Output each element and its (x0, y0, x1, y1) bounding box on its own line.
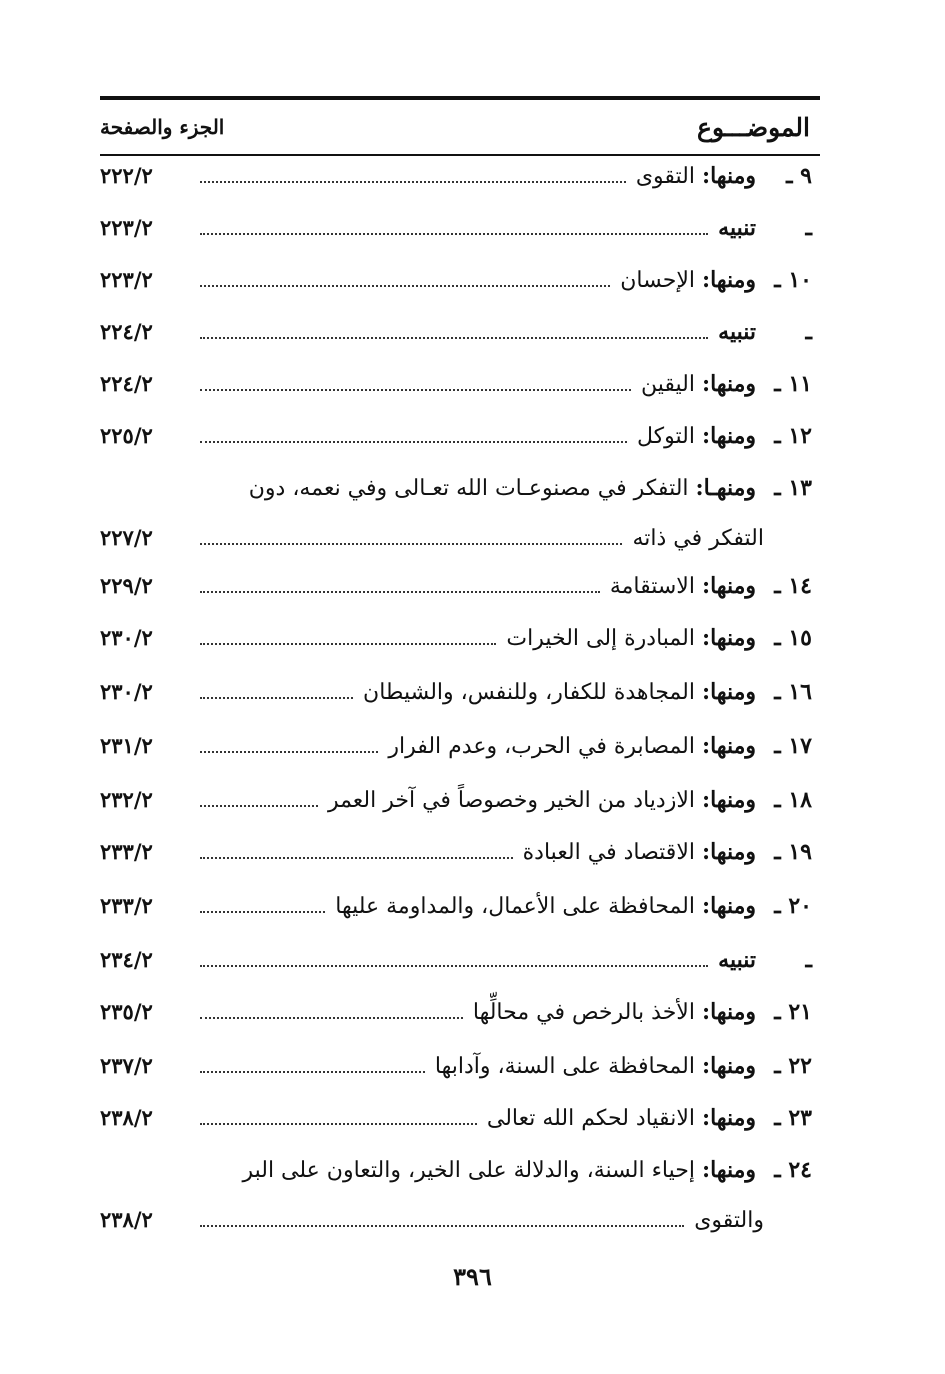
entry-title-text: الانقياد لحكم الله تعالى (486, 1106, 695, 1131)
entry-page: ٢٢٣/٢ (100, 267, 153, 292)
toc-entry-line (100, 832, 820, 872)
entry-lead: ومنها: (701, 1157, 756, 1183)
entry-page: ٢٣٥/٢ (100, 999, 153, 1024)
entry-title (620, 260, 756, 301)
entry-page: ٢٢٧/٢ (100, 525, 153, 550)
toc-entry[interactable] (100, 260, 820, 300)
entry-title-continued: التفكر في ذاته (632, 526, 764, 551)
entry-page: ٢٣٣/٢ (100, 839, 153, 864)
toc-entry-line (100, 618, 820, 658)
entry-title (636, 156, 756, 197)
toc-entry[interactable] (100, 780, 820, 820)
dot-leader (200, 1017, 463, 1019)
entry-number: ١٠ ـ (774, 267, 812, 293)
entry-lead: ومنها: (701, 999, 756, 1025)
toc-entry-line (100, 312, 820, 352)
toc-entry-line (100, 992, 820, 1032)
entry-title (242, 1158, 756, 1183)
entry-title-text: إحياء السنة، والدلالة على الخير، والتعاون على البر (242, 1158, 695, 1183)
toc-entry[interactable] (100, 1046, 820, 1086)
entry-page: ٢٢٤/٢ (100, 371, 153, 396)
entry-title (718, 312, 756, 353)
toc-entry[interactable] (100, 992, 820, 1032)
dot-leader (200, 643, 496, 645)
entry-title-text: المحافظة على السنة، وآدابها (434, 1054, 695, 1079)
entry-number: ٢٣ ـ (774, 1105, 812, 1131)
entry-page: ٢٣١/٢ (100, 733, 153, 758)
entry-number: ١٢ ـ (774, 423, 812, 449)
toc-entry[interactable] (100, 312, 820, 352)
toc-entry-line (100, 780, 820, 820)
entry-title (718, 940, 756, 981)
toc-entry-line (100, 260, 820, 300)
header-page: الجزء والصفحة (100, 115, 225, 139)
entry-title (523, 832, 756, 873)
entry-number: ١٦ ـ (774, 679, 812, 705)
toc-page (100, 96, 820, 1233)
entry-title-text: الاستقامة (609, 574, 695, 599)
entry-title-text: المبادرة إلى الخيرات (506, 626, 695, 651)
entry-title-text: المصابرة في الحرب، وعدم الفرار (388, 734, 695, 759)
entry-title (388, 726, 756, 767)
toc-entry[interactable] (100, 566, 820, 606)
toc-entry-line (100, 672, 820, 712)
toc-entry-line (100, 208, 820, 248)
dot-leader (200, 1225, 684, 1227)
toc-entry[interactable] (100, 886, 820, 926)
toc-entry-line (100, 886, 820, 926)
entry-lead: ومنها: (701, 787, 756, 813)
entry-title-text: الإحسان (620, 268, 695, 293)
entry-page: ٢٢٤/٢ (100, 319, 153, 344)
entry-title (335, 886, 756, 927)
toc-entry-line (100, 1200, 820, 1240)
entry-page: ٢٣٠/٢ (100, 625, 153, 650)
entry-title-text: التقوى (635, 164, 695, 189)
entry-lead: ومنها: (701, 371, 756, 397)
entry-lead: تنبيه (718, 947, 756, 973)
dot-leader (200, 181, 626, 183)
entry-title-text: التفكر في مصنوعـات الله تعـالى وفي نعمه، دون (248, 476, 689, 501)
toc-entry-line (100, 726, 820, 766)
toc-entry[interactable] (100, 940, 820, 980)
toc-entry-line (100, 518, 820, 558)
dot-leader (200, 285, 610, 287)
toc-entry[interactable] (100, 468, 820, 558)
entry-lead: ومنها: (701, 163, 756, 189)
entry-lead: ومنها: (701, 573, 756, 599)
entry-lead: ومنها: (701, 839, 756, 865)
entry-title (641, 364, 756, 405)
entry-number: ١٨ ـ (774, 787, 812, 813)
toc-entry[interactable] (100, 672, 820, 712)
toc-entry-line (100, 364, 820, 404)
toc-entry-first-line (100, 1150, 820, 1190)
entry-title-text: الأخذ بالرخص في محالِّها (472, 1000, 695, 1025)
entry-number: ٩ ـ (786, 163, 812, 189)
entry-title-text: الازدياد من الخير وخصوصاً في آخر العمر (327, 788, 695, 813)
entry-title-text: التوكل (637, 424, 695, 449)
entry-title (506, 618, 756, 659)
entry-page: ٢٣٨/٢ (100, 1105, 153, 1130)
dot-leader (200, 389, 631, 391)
toc-entry-first-line (100, 468, 820, 508)
toc-entry[interactable] (100, 726, 820, 766)
entry-number: ١١ ـ (774, 371, 812, 397)
toc-entry[interactable] (100, 1098, 820, 1138)
entry-title (328, 780, 756, 821)
entry-number: ١٧ ـ (774, 733, 812, 759)
toc-entry-line (100, 940, 820, 980)
entry-lead: ومنها: (701, 893, 756, 919)
entry-number: ـ (805, 319, 812, 345)
entry-lead: ومنها: (701, 423, 756, 449)
dot-leader (200, 591, 600, 593)
dot-leader (200, 543, 622, 545)
entry-title-text: المجاهدة للكفار، وللنفس، والشيطان (363, 680, 695, 705)
entry-lead: تنبيه (718, 319, 756, 345)
entry-lead: ومنها: (701, 267, 756, 293)
entry-page: ٢٢٥/٢ (100, 423, 153, 448)
entry-lead: ومنها: (701, 1105, 756, 1131)
entry-number: ٢١ ـ (774, 999, 812, 1025)
entry-title (610, 566, 756, 607)
entry-number: ١٥ ـ (774, 625, 812, 651)
entry-lead: ومنها: (701, 1053, 756, 1079)
dot-leader (200, 965, 708, 967)
dot-leader (200, 1071, 425, 1073)
entry-page: ٢٣٧/٢ (100, 1053, 153, 1078)
entry-page: ٢٢٩/٢ (100, 573, 153, 598)
entry-number: ١٩ ـ (774, 839, 812, 865)
entry-number: ـ (805, 215, 812, 241)
toc-entry[interactable] (100, 208, 820, 248)
entry-title (487, 1098, 756, 1139)
entry-page: ٢٣٠/٢ (100, 679, 153, 704)
entry-number: ٢٠ ـ (774, 893, 812, 919)
toc-entry[interactable] (100, 618, 820, 658)
dot-leader (200, 441, 627, 443)
entry-number: ٢٢ ـ (774, 1053, 812, 1079)
dot-leader (200, 911, 325, 913)
entry-lead: ومنها: (701, 733, 756, 759)
toc-entry-line (100, 1046, 820, 1086)
toc-entry-line (100, 156, 820, 196)
entry-page: ٢٢٢/٢ (100, 163, 153, 188)
dot-leader (200, 697, 353, 699)
entry-lead: ومنها: (701, 625, 756, 651)
dot-leader (200, 1123, 477, 1125)
entry-lead: ومنهـا: (695, 475, 756, 501)
header-topic: الموضـــوع (697, 112, 810, 142)
dot-leader (200, 751, 378, 753)
dot-leader (200, 805, 318, 807)
entry-title (249, 476, 756, 501)
entry-title (718, 208, 756, 249)
entry-page: ٢٣٤/٢ (100, 947, 153, 972)
toc-header (100, 100, 820, 156)
entry-page: ٢٣٨/٢ (100, 1207, 153, 1232)
entry-page: ٢٣٣/٢ (100, 893, 153, 918)
entry-lead: تنبيه (718, 215, 756, 241)
toc-entry-line (100, 1098, 820, 1138)
entry-title (473, 992, 756, 1033)
toc-entry[interactable] (100, 156, 820, 196)
page-number: ٣٩٦ (453, 1262, 492, 1291)
dot-leader (200, 857, 513, 859)
entry-title (637, 416, 756, 457)
entry-number: ١٤ ـ (774, 573, 812, 599)
entry-page: ٢٢٣/٢ (100, 215, 153, 240)
entry-title (363, 672, 756, 713)
entry-number: ـ (805, 947, 812, 973)
entry-number: ٢٤ ـ (774, 1157, 812, 1183)
toc-entry[interactable] (100, 364, 820, 404)
toc-entry-line (100, 566, 820, 606)
toc-entry[interactable] (100, 832, 820, 872)
entry-title-text: المحافظة على الأعمال، والمداومة عليها (335, 894, 695, 919)
entry-title (435, 1046, 756, 1087)
entry-title-text: اليقين (641, 372, 695, 397)
entry-lead: ومنها: (701, 679, 756, 705)
entry-title-continued: والتقوى (694, 1208, 764, 1233)
entry-title-text: الاقتصاد في العبادة (522, 840, 695, 865)
dot-leader (200, 337, 708, 339)
dot-leader (200, 233, 708, 235)
toc-entry[interactable] (100, 416, 820, 456)
toc-entry-line (100, 416, 820, 456)
entry-number: ١٣ ـ (774, 475, 812, 501)
entry-page: ٢٣٢/٢ (100, 787, 153, 812)
toc-entry[interactable] (100, 1150, 820, 1240)
